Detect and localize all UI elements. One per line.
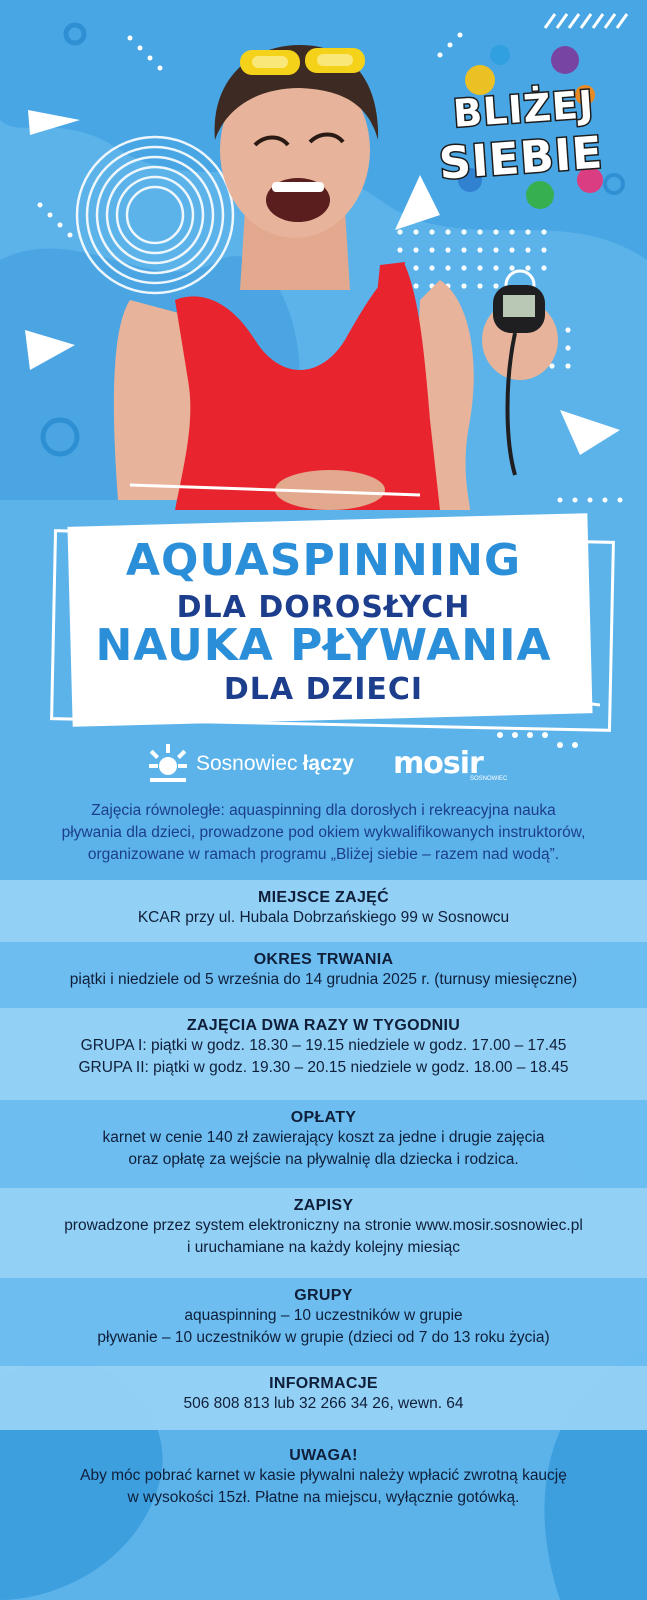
section-informacje [0, 1366, 647, 1430]
section-line: Aby móc pobrać karnet w kasie pływalni należy wpłacić zwrotną kaucję [80, 1467, 567, 1484]
section-heading: MIEJSCE ZAJĘĆ [257, 889, 390, 906]
section-miejsce [0, 880, 647, 942]
intro-line: Zajęcia równoległe: aquaspinning dla dorosłych i rekreacyjna nauka [91, 802, 556, 819]
section-line: karnet w cenie 140 zł zawierający koszt za jedne i drugie zajęcia [102, 1129, 545, 1146]
blizej-siebie-logo [435, 35, 615, 215]
section-oplaty [0, 1100, 647, 1188]
section-line: GRUPA II: piątki w godz. 19.30 – 20.15 niedziele w godz. 18.00 – 18.45 [78, 1059, 569, 1076]
logo-line1: BLIŻEJ [451, 82, 596, 136]
section-grupy [0, 1278, 647, 1366]
section-line: 506 808 813 lub 32 266 34 26, wewn. 64 [183, 1395, 464, 1412]
intro-text [20, 800, 627, 866]
title-line3: NAUKA PŁYWANIA [95, 620, 552, 671]
section-uwaga [0, 1438, 647, 1518]
mosir-logo: mosir [393, 746, 483, 781]
title-line2: DLA DOROSŁYCH [176, 590, 471, 625]
section-heading: INFORMACJE [269, 1375, 378, 1392]
section-line: i uruchamiane na każdy kolejny miesiąc [186, 1239, 461, 1256]
section-line: w wysokości 15zł. Płatne na miejscu, wyłącznie gotówką. [127, 1489, 520, 1506]
intro-line: organizowane w ramach programu „Bliżej siebie – razem nad wodą”. [87, 846, 560, 863]
intro-line: pływania dla dzieci, prowadzone pod okiem wykwalifikowanych instruktorów, [61, 824, 586, 841]
sosnowiec-text: Sosnowiec [196, 752, 298, 775]
logo-line2: SIEBIE [437, 127, 605, 190]
title-line4: DLA DZIECI [223, 672, 424, 707]
section-line: prowadzone przez system elektroniczny na stronie www.mosir.sosnowiec.pl [64, 1217, 583, 1234]
section-line: pływanie – 10 uczestników w grupie (dzieci od 7 do 13 roku życia) [97, 1329, 550, 1346]
sun-icon [146, 744, 190, 784]
section-heading: GRUPY [294, 1287, 353, 1304]
section-heading: UWAGA! [289, 1447, 358, 1464]
sosnowiec-bold-text: łączy [302, 752, 354, 775]
section-heading: OPŁATY [290, 1109, 357, 1126]
sosnowiec-logo [146, 744, 354, 784]
title-line1: AQUASPINNING [125, 535, 522, 586]
section-heading: ZAPISY [293, 1197, 354, 1214]
section-zajecia [0, 1008, 647, 1100]
section-line: oraz opłatę za wejście na pływalnię dla dziecka i rodzica. [128, 1151, 519, 1168]
mosir-subtitle: SOSNOWIEC [470, 776, 508, 782]
section-heading: OKRES TRWANIA [253, 951, 394, 968]
section-line: KCAR przy ul. Hubala Dobrzańskiego 99 w Sosnowcu [137, 909, 510, 926]
section-line: piątki i niedziele od 5 września do 14 grudnia 2025 r. (turnusy miesięczne) [69, 971, 578, 988]
section-heading: ZAJĘCIA DWA RAZY W TYGODNIU [186, 1017, 461, 1034]
section-line: GRUPA I: piątki w godz. 18.30 – 19.15 niedziele w godz. 17.00 – 17.45 [80, 1037, 567, 1054]
section-zapisy [0, 1188, 647, 1278]
section-line: aquaspinning – 10 uczestników w grupie [184, 1307, 463, 1324]
section-okres [0, 942, 647, 1008]
